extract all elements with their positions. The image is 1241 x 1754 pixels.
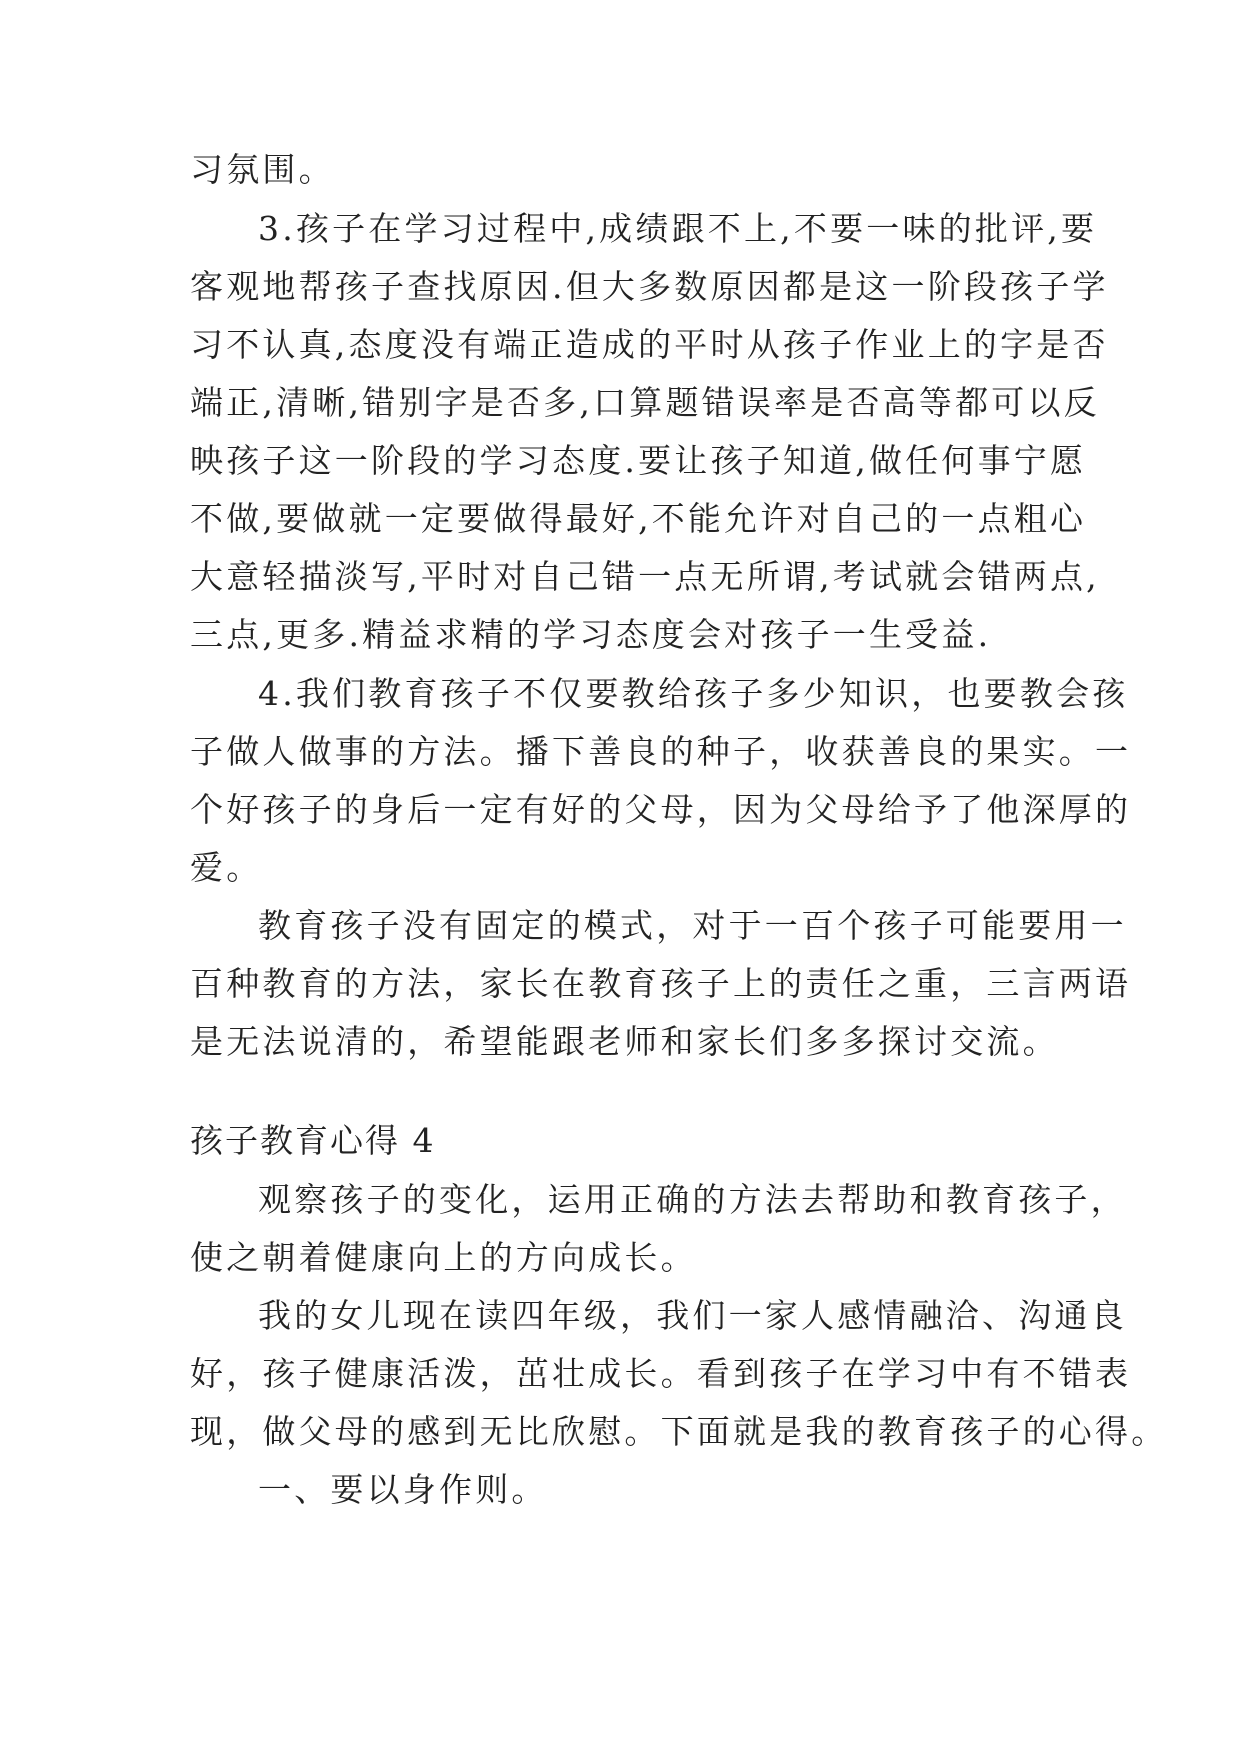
text-line: 习氛围。 — [190, 150, 335, 189]
text-line: 大意轻描淡写,平时对自己错一点无所谓,考试就会错两点, — [190, 557, 1100, 596]
text-line: 一、要以身作则。 — [258, 1470, 548, 1509]
text-line: 教育孩子没有固定的模式，对于一百个孩子可能要用一 — [258, 906, 1127, 945]
text-line: 习不认真,态度没有端正造成的平时从孩子作业上的字是否 — [190, 325, 1109, 364]
text-line: 子做人做事的方法。播下善良的种子，收获善良的果实。一 — [190, 732, 1132, 771]
section-heading: 孩子教育心得 4 — [190, 1121, 436, 1160]
text-line: 是无法说清的，希望能跟老师和家长们多多探讨交流。 — [190, 1022, 1059, 1061]
text-line: 映孩子这一阶段的学习态度.要让孩子知道,做任何事宁愿 — [190, 441, 1087, 480]
text-line: 3.孩子在学习过程中,成绩跟不上,不要一味的批评,要 — [258, 209, 1098, 248]
text-line: 个好孩子的身后一定有好的父母，因为父母给予了他深厚的 — [190, 790, 1132, 829]
text-line: 百种教育的方法，家长在教育孩子上的责任之重，三言两语 — [190, 964, 1132, 1003]
text-line: 好，孩子健康活泼，茁壮成长。看到孩子在学习中有不错表 — [190, 1354, 1132, 1393]
text-line: 4.我们教育孩子不仅要教给孩子多少知识，也要教会孩 — [258, 674, 1129, 713]
text-line: 爱。 — [190, 848, 263, 887]
text-line: 我的女儿现在读四年级，我们一家人感情融洽、沟通良 — [258, 1296, 1127, 1335]
text-line: 端正,清晰,错别字是否多,口算题错误率是否高等都可以反 — [190, 383, 1100, 422]
text-line: 现，做父母的感到无比欣慰。下面就是我的教育孩子的心得。 — [190, 1412, 1168, 1451]
text-line: 客观地帮孩子查找原因.但大多数原因都是这一阶段孩子学 — [190, 267, 1109, 306]
text-line: 观察孩子的变化，运用正确的方法去帮助和教育孩子， — [258, 1180, 1127, 1219]
text-line: 使之朝着健康向上的方向成长。 — [190, 1238, 697, 1277]
text-line: 三点,更多.精益求精的学习态度会对孩子一生受益. — [190, 615, 992, 654]
text-line: 不做,要做就一定要做得最好,不能允许对自己的一点粗心 — [190, 499, 1087, 538]
